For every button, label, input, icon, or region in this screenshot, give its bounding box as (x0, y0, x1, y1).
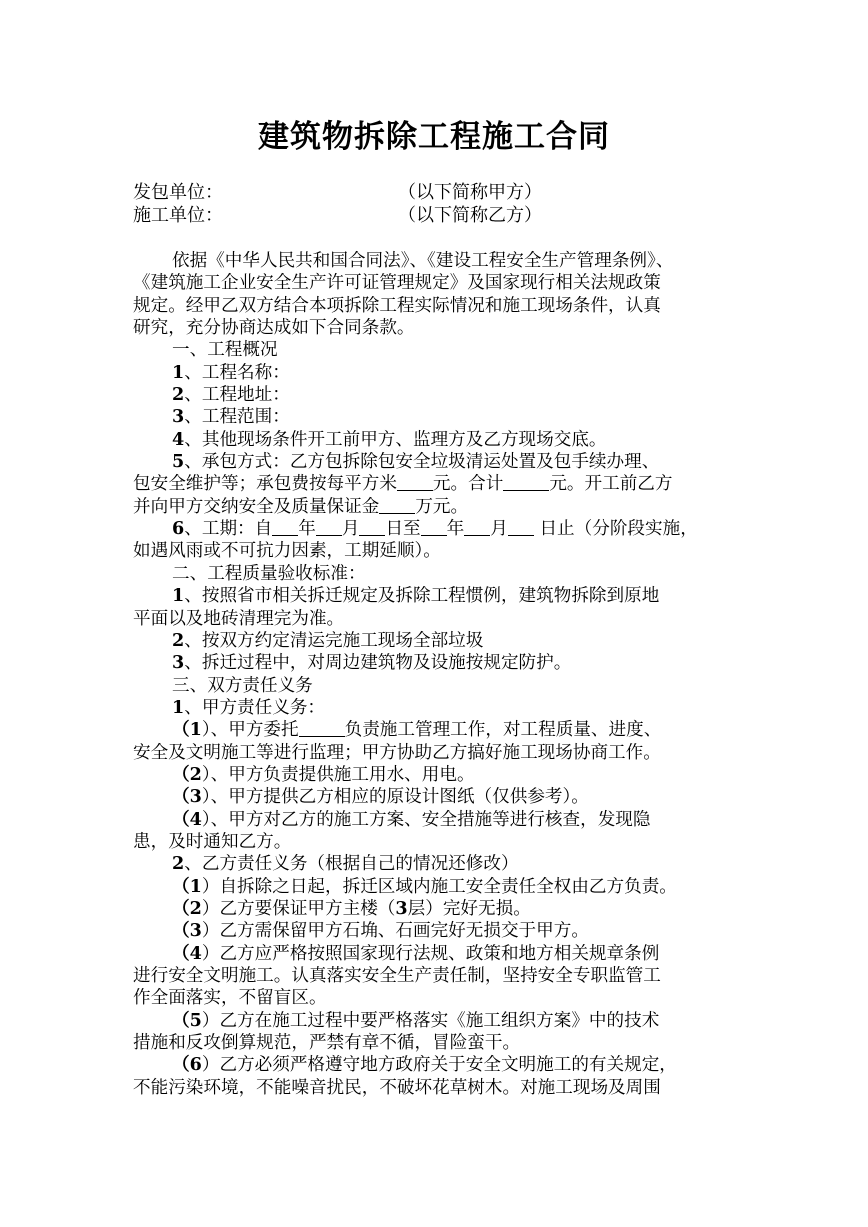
item-number: （4 (172, 808, 202, 830)
clause-text: 、甲方责任义务： (184, 697, 326, 718)
party-a-label: 发包单位： (133, 182, 223, 203)
fill-blank (421, 519, 447, 536)
clause-text: 、按照省市相关拆迁规定及拆除工程惯例，建筑物拆除到原地 (184, 586, 660, 607)
clause-text: 、工程范围： (184, 407, 290, 428)
item-number: （1 (172, 875, 202, 897)
clause-text: ）乙方应严格按照国家现行法规、政策和地方相关规章条例 (201, 943, 660, 964)
fill-blank (379, 497, 415, 514)
clause-2-1 (133, 585, 745, 607)
fill-blank (503, 474, 549, 491)
party-a-note: （以下简称甲方） (398, 182, 542, 203)
clause-text: 元。合计 (432, 474, 504, 495)
fill-blank (359, 519, 385, 536)
duty-a-4 (133, 809, 745, 831)
clause-number: 2 (172, 384, 185, 406)
clause-1-6 (133, 518, 745, 540)
clause-text: ）乙方要保证甲方主楼（ (201, 898, 396, 919)
clause-text: ）乙方在施工过程中要严格落实《施工组织方案》中的技术 (201, 1010, 660, 1031)
clause-text: 、拆迁过程中，对周边建筑物及设施按规定防护。 (184, 653, 572, 674)
section-2-title: 二、工程质量验收标准： (172, 563, 366, 584)
clause-text: 月 (341, 519, 360, 540)
duty-b-4-cont: 作全面落实，不留盲区。 (133, 988, 327, 1009)
clause-3-2 (133, 853, 745, 875)
clause-1-5-cont (133, 496, 745, 518)
item-number: （2 (172, 763, 202, 785)
clause-text: 日止（分阶段实施， (533, 519, 698, 540)
duty-a-2 (133, 764, 745, 786)
clause-text: 日至 (385, 519, 421, 540)
clause-1-4 (133, 429, 745, 451)
intro-line: 规定。经甲乙双方结合本项拆除工程实际情况和施工现场条件，认真 (133, 295, 661, 316)
document-title: 建筑物拆除工程施工合同 (258, 119, 610, 155)
clause-1-1 (133, 362, 745, 384)
clause-text: 万元。 (415, 496, 469, 517)
intro-line: 依据《中华人民共和国合同法》、《建设工程安全生产管理条例》、 (172, 251, 674, 271)
clause-text: ）、甲方提供乙方相应的原设计图纸（仅供参考）。 (201, 787, 589, 808)
clause-number: 5 (172, 451, 185, 473)
item-number: （3 (172, 920, 202, 942)
clause-number: 2 (172, 853, 185, 875)
duty-b-6 (133, 1054, 745, 1076)
section-3-title: 三、双方责任义务 (172, 675, 313, 696)
party-b-label: 施工单位： (133, 205, 223, 226)
duty-b-1 (133, 876, 745, 898)
clause-number: 3 (172, 406, 185, 428)
floor-count: 3 (395, 897, 408, 919)
clause-number: 1 (172, 361, 185, 383)
clause-text: 元。开工前乙方 (549, 474, 673, 495)
item-number: （3 (172, 786, 202, 808)
party-b-line (133, 205, 542, 227)
duty-b-5-cont: 措施和反攻倒算规范，严禁有章不循，冒险蛮干。 (133, 1033, 521, 1054)
clause-text: ）、甲方负责提供施工用水、用电。 (201, 764, 475, 785)
clause-1-6-cont: 如遇风雨或不可抗力因素，工期延顺）。 (133, 541, 441, 562)
duty-b-2 (133, 898, 745, 920)
party-a-line (133, 182, 542, 204)
fill-blank (272, 519, 298, 536)
clause-text: 、工期：自 (184, 519, 273, 540)
clause-text: ）、甲方对乙方的施工方案、安全措施等进行核查，发现隐 (201, 809, 651, 830)
duty-b-4 (133, 943, 745, 965)
clause-text: 年 (446, 519, 465, 540)
clause-text: 、承包方式：乙方包拆除包安全垃圾清运处置及包手续办理、 (184, 452, 660, 473)
fill-blank (299, 720, 345, 737)
clause-text: 年 (298, 519, 316, 540)
clause-1-3 (133, 406, 745, 428)
clause-2-2 (133, 630, 745, 652)
clause-3-1 (133, 697, 745, 719)
clause-text: 层）完好无损。 (407, 898, 531, 919)
item-number: （6 (172, 1054, 202, 1076)
section-1-title: 一、工程概况 (172, 340, 278, 361)
clause-2-1-cont: 平面以及地砖清理完为准。 (133, 608, 345, 629)
clause-number: 1 (172, 696, 185, 718)
clause-2-3 (133, 652, 745, 674)
clause-text: ）乙方需保留甲方石埆、石画完好无损交于甲方。 (201, 921, 589, 942)
clause-1-2 (133, 384, 745, 406)
fill-blank (508, 519, 534, 536)
clause-1-5 (133, 451, 745, 473)
fill-blank (464, 519, 490, 536)
clause-number: 4 (172, 428, 185, 450)
contract-body (133, 250, 745, 1099)
duty-b-4-cont: 进行安全文明施工。认真落实安全生产责任制，坚持安全专职监管工 (133, 966, 661, 986)
duty-b-3 (133, 920, 745, 942)
clause-text: 月 (490, 519, 508, 540)
clause-number: 3 (172, 652, 185, 674)
clause-text: 并向甲方交纳安全及质量保证金 (133, 496, 380, 517)
item-number: （4 (172, 942, 202, 964)
duty-a-1 (133, 719, 745, 741)
duty-a-1-cont: 安全及文明施工等进行监理；甲方协助乙方搞好施工现场协商工作。 (133, 742, 661, 763)
clause-text: 负责施工管理工作，对工程质量、进度、 (344, 720, 662, 741)
clause-number: 6 (172, 518, 185, 540)
clause-text: 、工程名称： (184, 362, 290, 383)
clause-number: 2 (172, 629, 185, 651)
intro-line: 研究，充分协商达成如下合同条款。 (133, 318, 415, 339)
duty-b-6-cont: 不能污染环境，不能噪音扰民，不破坏花草树木。对施工现场及周围 (133, 1077, 661, 1098)
clause-text: ）自拆除之日起，拆迁区域内施工安全责任全权由乙方负责。 (201, 876, 677, 897)
clause-text: 、按双方约定清运完施工现场全部垃圾 (184, 630, 484, 651)
clause-number: 1 (172, 585, 185, 607)
item-number: （1 (172, 719, 202, 741)
clause-text: 、乙方责任义务（根据自己的情况还修改） (184, 854, 519, 875)
party-b-note: （以下简称乙方） (398, 205, 542, 226)
clause-text: ）乙方必须严格遵守地方政府关于安全文明施工的有关规定， (201, 1055, 677, 1076)
item-number: （2 (172, 897, 202, 919)
clause-1-5-cont (133, 473, 745, 495)
duty-a-3 (133, 786, 745, 808)
clause-text: 、工程地址： (184, 385, 290, 406)
clause-text: 、其他现场条件开工前甲方、监理方及乙方现场交底。 (184, 429, 607, 450)
duty-b-5 (133, 1010, 745, 1032)
fill-blank (316, 519, 342, 536)
fill-blank (397, 474, 433, 491)
duty-a-4-cont: 患，及时通知乙方。 (133, 831, 292, 852)
clause-text: ）、甲方委托 (201, 720, 299, 741)
clause-text: 包安全维护等；承包费按每平方米 (133, 474, 397, 495)
item-number: （5 (172, 1009, 202, 1031)
intro-line: 《建筑施工企业安全生产许可证管理规定》及国家现行相关法规政策 (133, 273, 661, 294)
